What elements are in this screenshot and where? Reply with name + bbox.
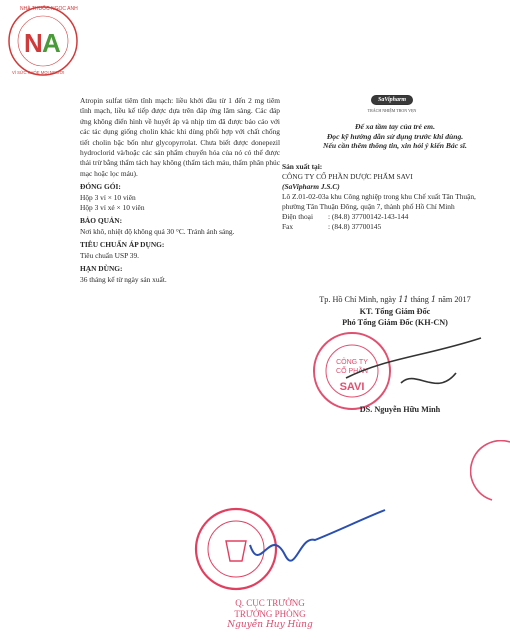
svg-text:N: N [24, 28, 43, 58]
made-by-label: Sản xuất tại: [282, 162, 323, 171]
ministry-signature-icon [250, 510, 385, 561]
date-prefix: Tp. Hồ Chí Minh, ngày [319, 295, 397, 304]
warning-line-1: Để xa tầm tay của trẻ em. [355, 122, 435, 131]
signature-line-2: Phó Tổng Giám Đốc (KH-CN) [342, 318, 448, 327]
warning-block [290, 122, 500, 151]
overdose-paragraph: Atropin sulfat tiêm tĩnh mạch: liều khởi đầu từ 1 đến 2 mg tiêm tĩnh mạch, liều kế tiếp được dựa trên đáp ứng lâm sàng. Các đáp ứng không điển hình về huyết áp và nhịp tim đã được báo cáo với các tác dụng giống cholin khác khi dùng phối hợp với chất chống tiết cholin bậc bốn như glycopyrrolat. Chưa biết được donepezil hydroclorid và/hoặc các sản phẩm chuyển hóa của nó có thể được thải trừ bằng thẩm tách hay không (thẩm tách máu, thẩm phân phúc mạc hoặc lọc máu). [80, 96, 281, 178]
ministry-signature-text [200, 598, 340, 631]
date-year: năm 2017 [438, 295, 471, 304]
fax-row [282, 222, 492, 232]
date-month: 1 [430, 294, 437, 304]
date-month-label: tháng [410, 295, 429, 304]
expiry-title: HẠN DÙNG: [80, 264, 123, 274]
brand-logo [297, 88, 487, 113]
signature-date [290, 294, 500, 304]
signature-titles [300, 306, 490, 328]
date-day: 11 [398, 294, 409, 304]
svg-text:CỔ PHẦN: CỔ PHẦN [336, 368, 368, 375]
brand-tagline: TRÁCH NHIỆM TRON VẸN [367, 108, 417, 113]
expiry-text: 36 tháng kể từ ngày sản xuất. [80, 274, 167, 284]
company-name: CÔNG TY CỔ PHẦN DƯỢC PHẨM SAVI [282, 172, 413, 181]
svg-text:CÔNG TY: CÔNG TY [336, 359, 368, 366]
ministry-stamp-and-signature [190, 505, 390, 595]
left-column [80, 96, 280, 285]
storage-title: BẢO QUẢN: [80, 216, 123, 226]
standard-title: TIÊU CHUẨN ÁP DỤNG: [80, 240, 165, 250]
warning-line-2: Đọc kỹ hướng dẫn sử dụng trước khi dùng. [326, 131, 464, 141]
phone-row [282, 212, 492, 222]
brand-name: SaVipharm [371, 95, 413, 105]
company-address: Lô Z.01-02-03a khu Công nghiệp trong khu Chế xuất Tân Thuận, phường Tân Thuận Đông, quận 7, thành phố Hồ Chí Minh [282, 192, 476, 211]
phone-label: Điện thoại [282, 212, 313, 221]
company-short: (SaVipharm J.S.C) [282, 182, 340, 191]
manufacturer-block [282, 162, 492, 232]
fax-value: : (84.8) 37700145 [328, 222, 382, 231]
ministry-line-2: TRƯỞNG PHÒNG [234, 609, 306, 619]
standard-text: Tiêu chuẩn USP 39. [80, 250, 139, 260]
phone-value: : (84.8) 37700142-143-144 [328, 212, 409, 221]
packing-title: ĐÓNG GÓI: [80, 182, 121, 192]
packing-line-2: Hộp 3 vỉ xé × 10 viên [80, 203, 145, 213]
ministry-line-1: Q. CỤC TRƯỞNG [235, 598, 305, 608]
packing-line-1: Hộp 3 vỉ × 10 viên [80, 192, 136, 202]
fax-label: Fax [282, 222, 294, 231]
warning-line-3: Nếu cần thêm thông tin, xin hỏi ý kiến Bác sĩ. [323, 141, 467, 151]
storage-text: Nơi khô, nhiệt độ không quá 30 °C. Tránh ánh sáng. [80, 226, 235, 236]
svg-text:A: A [42, 28, 61, 58]
ministry-signer-name: Nguyễn Huy Hùng [227, 620, 313, 630]
pharmacy-logo [6, 4, 80, 78]
signer-name: DS. Nguyễn Hữu Minh [359, 405, 441, 414]
logo-ring-bottom: VÌ SỨC KHỎE MỌI NGƯỜI [12, 70, 65, 75]
signature-line-1: KT. Tổng Giám Đốc [359, 307, 431, 316]
partial-stamp-icon [470, 440, 510, 510]
logo-ring-top: NHÀ THUỐC NGỌC ANH [20, 6, 78, 12]
stamp-center-text: SAVI [339, 381, 365, 393]
